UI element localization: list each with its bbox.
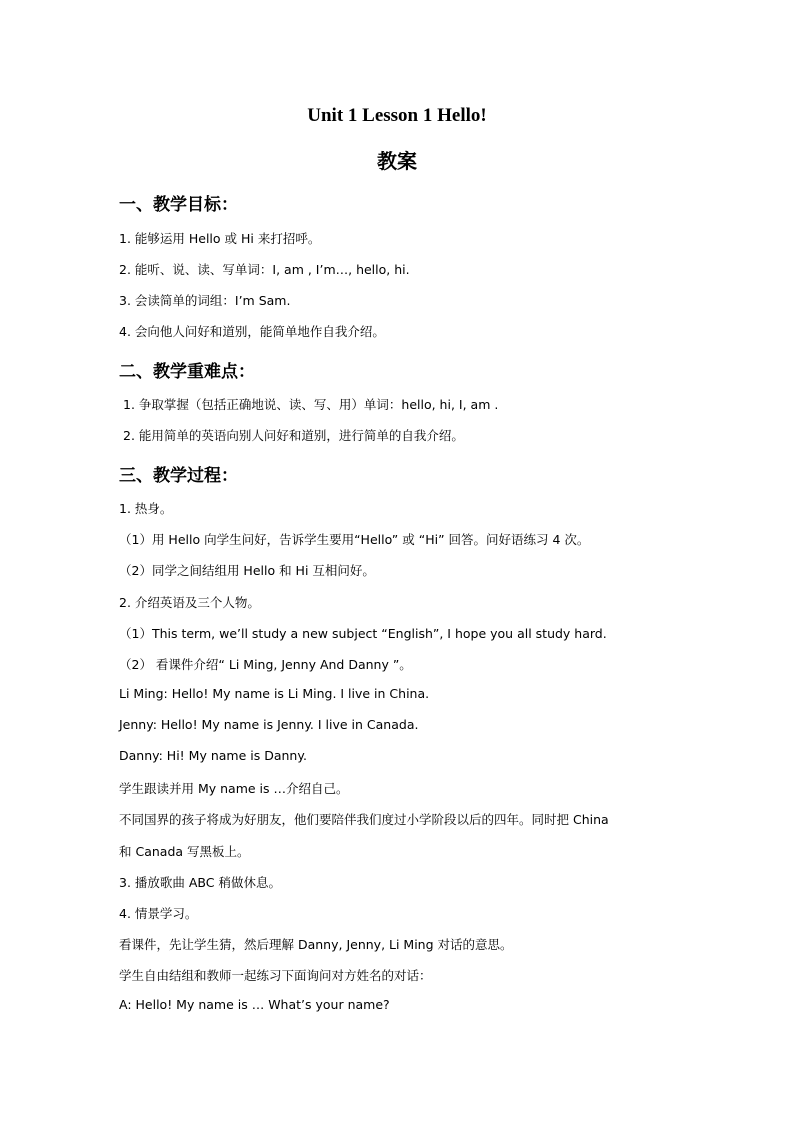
list-item: 1. 热身。 — [119, 501, 173, 516]
list-item: 3. 会读简单的词组：I’m Sam. — [119, 293, 291, 308]
section-heading-objectives: 一、教学目标： — [119, 195, 238, 215]
list-item: 4. 情景学习。 — [119, 906, 198, 921]
list-item: 2. 能用简单的英语向别人问好和道别，进行简单的自我介绍。 — [123, 428, 464, 443]
list-item: 2. 介绍英语及三个人物。 — [119, 595, 260, 610]
list-item: （2） 看课件介绍“ Li Ming, Jenny And Danny ”。 — [119, 657, 412, 672]
dialogue-line: Jenny: Hello! My name is Jenny. I live in Canada. — [119, 717, 419, 732]
list-item: （1）用 Hello 向学生问好，告诉学生要用“Hello” 或 “Hi” 回答。问好语练习 4 次。 — [119, 532, 590, 547]
list-item: 4. 会向他人问好和道别，能简单地作自我介绍。 — [119, 324, 385, 339]
list-item: 学生自由结组和教师一起练习下面询问对方姓名的对话： — [119, 968, 432, 983]
list-item: 1. 能够运用 Hello 或 Hi 来打招呼。 — [119, 231, 321, 246]
document-title: Unit 1 Lesson 1 Hello! — [307, 105, 487, 126]
list-item: 1. 争取掌握（包括正确地说、读、写、用）单词：hello, hi, I, am . — [123, 397, 499, 412]
list-item: 学生跟读并用 My name is …介绍自己。 — [119, 781, 349, 796]
list-item: （2）同学之间结组用 Hello 和 Hi 互相问好。 — [119, 563, 375, 578]
list-item: 2. 能听、说、读、写单词：I, am , I’m…, hello, hi. — [119, 262, 410, 277]
list-item: 不同国界的孩子将成为好朋友，他们要陪伴我们度过小学阶段以后的四年。同时把 China — [119, 812, 609, 827]
list-item: （1）This term, we’ll study a new subject “English”, I hope you all study hard. — [119, 626, 607, 641]
dialogue-line: A: Hello! My name is … What’s your name? — [119, 997, 390, 1012]
document-subtitle: 教案 — [377, 149, 417, 173]
list-item: 看课件，先让学生猜，然后理解 Danny, Jenny, Li Ming 对话的意思。 — [119, 937, 513, 952]
list-item: 3. 播放歌曲 ABC 稍做休息。 — [119, 875, 281, 890]
section-heading-process: 三、教学过程： — [119, 466, 238, 486]
list-item: 和 Canada 写黑板上。 — [119, 844, 250, 859]
section-heading-key-points: 二、教学重难点： — [119, 362, 255, 382]
dialogue-line: Li Ming: Hello! My name is Li Ming. I live in China. — [119, 686, 430, 701]
dialogue-line: Danny: Hi! My name is Danny. — [119, 748, 307, 763]
